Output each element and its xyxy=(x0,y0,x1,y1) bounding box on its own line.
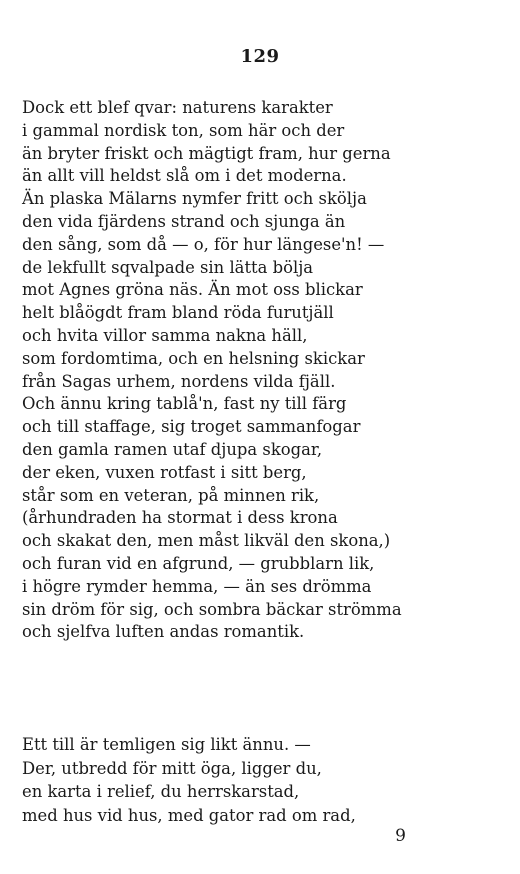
poem-line: och skakat den, men måst likväl den skona,) xyxy=(22,531,391,551)
poem-line: i högre rymder hemma, — än ses drömma xyxy=(22,576,372,596)
poem-line: den gamla ramen utaf djupa skogar, xyxy=(22,439,323,459)
poem-line: der eken, vuxen rotfast i sitt berg, xyxy=(22,462,307,482)
poem-stanza xyxy=(22,97,502,644)
poem-line: den vida fjärdens strand och sjunga än xyxy=(22,211,346,231)
poem-line: med hus vid hus, med gator rad om rad, xyxy=(22,805,356,825)
poem-line: mot Agnes gröna näs. Än mot oss blickar xyxy=(22,280,363,300)
poem-line: Ett till är temligen sig likt ännu. — xyxy=(22,735,311,754)
poem-line: i gammal nordisk ton, som här och der xyxy=(22,120,345,140)
poem-line: de lekfullt sqvalpade sin lätta bölja xyxy=(22,257,314,277)
poem-line: en karta i relief, du herrskarstad, xyxy=(22,782,300,801)
poem-line: än allt vill heldst slå om i det moderna. xyxy=(22,166,347,186)
signature-mark: 9 xyxy=(395,826,406,846)
poem-line: Än plaska Mälarns nymfer fritt och skölja xyxy=(22,189,367,209)
poem-line: från Sagas urhem, nordens vilda fjäll. xyxy=(22,371,336,391)
poem-line: helt blåögdt fram bland röda furutjäll xyxy=(22,303,334,323)
poem-line: och hvita villor samma nakna häll, xyxy=(22,325,308,345)
poem-line: Der, utbredd för mitt öga, ligger du, xyxy=(22,758,322,778)
poem-line: som fordomtima, och en helsning skickar xyxy=(22,348,365,368)
poem-line: sin dröm för sig, och sombra bäckar strömma xyxy=(22,599,402,619)
poem-line: (århundraden ha stormat i dess krona xyxy=(22,508,338,528)
poem-line: än bryter friskt och mägtigt fram, hur gerna xyxy=(22,143,391,163)
poem-line: och sjelfva luften andas romantik. xyxy=(22,622,305,642)
poem-line: den sång, som då — o, för hur längese'n! — xyxy=(22,234,385,254)
poem-line: Och ännu kring tablå'n, fast ny till färg xyxy=(22,394,347,414)
poem-stanza xyxy=(22,733,502,827)
poem-line: står som en veteran, på minnen rik, xyxy=(22,485,320,505)
poem-line: och furan vid en afgrund, — grubblarn lik, xyxy=(22,553,375,573)
page-number: 129 xyxy=(240,46,280,67)
poem-line: Dock ett blef qvar: naturens karakter xyxy=(22,98,333,117)
poem-line: och till staffage, sig troget sammanfogar xyxy=(22,417,361,437)
